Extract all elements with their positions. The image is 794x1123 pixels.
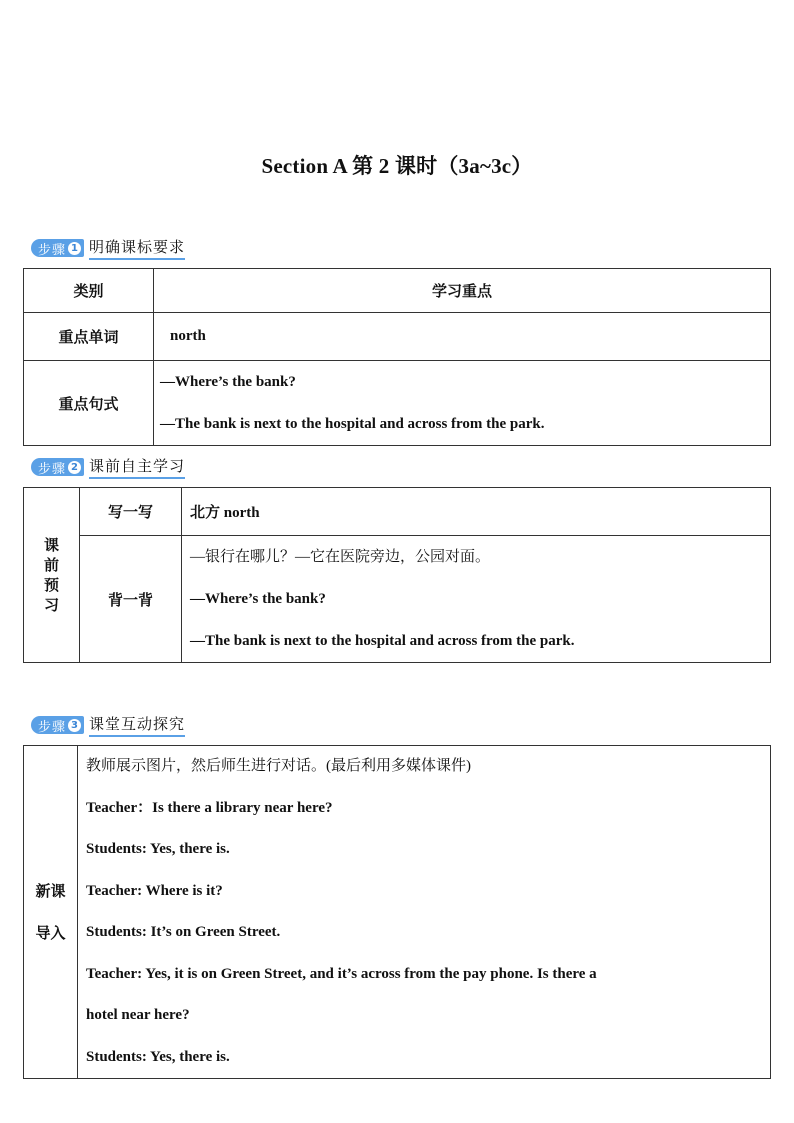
dialogue-line: Teacher: Where is it? <box>86 882 223 899</box>
side-label: 课前预习 <box>44 536 60 614</box>
dialogue-line: hotel near here? <box>86 1007 190 1023</box>
recite-line: —银行在哪儿？—它在医院旁边，公园对面。 <box>190 549 491 565</box>
table-row <box>24 536 771 663</box>
key-sentence: —Where’s the bank? <box>160 374 296 390</box>
recite-line: —Where’s the bank? <box>190 591 326 607</box>
dialogue-line: Students: Yes, there is. <box>86 1048 230 1065</box>
key-word: north <box>170 328 206 344</box>
step-badge-text: 步骤 <box>38 461 67 477</box>
side-label-cell <box>24 488 80 663</box>
row-label: 重点句式 <box>24 361 154 446</box>
side-label-line: 导入 <box>35 924 66 942</box>
step-number: 2 <box>68 461 81 474</box>
table-row <box>24 361 771 446</box>
table-header-row <box>24 269 771 313</box>
side-label-cell <box>24 746 78 1079</box>
dialogue-line: Students: It’s on Green Street. <box>86 924 281 940</box>
step-3-heading <box>31 715 185 735</box>
dialogue-line: Teacher：Is there a library near here? <box>86 799 333 816</box>
step-badge <box>31 239 84 257</box>
step-label: 课前自主学习 <box>89 455 185 479</box>
page-title: Section A 第 2 课时（3a~3c） <box>261 154 533 178</box>
step-1-heading <box>31 238 185 258</box>
dialogue-line: 教师展示图片，然后师生进行对话。(最后利用多媒体课件) <box>86 758 471 774</box>
row-label: 背一背 <box>80 536 182 663</box>
header-key-points: 学习重点 <box>154 269 771 313</box>
write-content: 北方 north <box>190 505 260 521</box>
dialogue-line: Teacher: Yes, it is on Green Street, and it’s across from the pay phone. Is there a <box>86 965 597 982</box>
recite-line: —The bank is next to the hospital and across from the park. <box>190 633 575 649</box>
row-label: 写一写 <box>80 488 182 536</box>
header-category: 类别 <box>24 269 154 313</box>
dialogue-line: Students: Yes, there is. <box>86 841 230 857</box>
key-sentence: —The bank is next to the hospital and across from the park. <box>160 416 545 432</box>
preview-table <box>23 487 771 663</box>
step-badge <box>31 458 84 476</box>
step-badge-text: 步骤 <box>38 719 67 735</box>
step-label: 明确课标要求 <box>89 236 185 260</box>
side-label-line: 新课 <box>35 882 66 900</box>
table-row <box>24 488 771 536</box>
row-label: 重点单词 <box>24 313 154 361</box>
step-2-heading <box>31 457 185 477</box>
step-number: 1 <box>68 242 81 255</box>
step-number: 3 <box>68 719 81 732</box>
learning-goals-table <box>23 268 771 446</box>
table-row <box>24 313 771 361</box>
step-badge <box>31 716 84 734</box>
table-row <box>24 746 771 1079</box>
step-label: 课堂互动探究 <box>89 713 185 737</box>
step-badge-text: 步骤 <box>38 242 67 258</box>
classroom-table <box>23 745 771 1079</box>
